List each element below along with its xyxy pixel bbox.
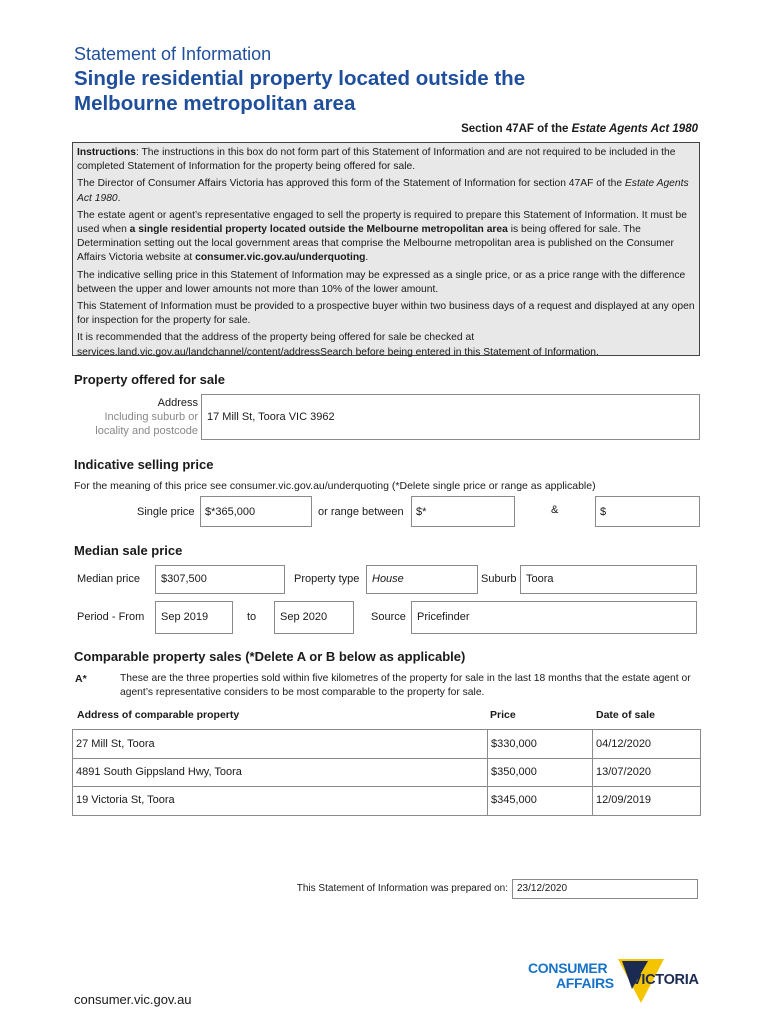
source-value: Pricefinder: [417, 611, 470, 623]
prepared-on-field[interactable]: [512, 879, 698, 899]
footer-url[interactable]: consumer.vic.gov.au: [74, 992, 192, 1007]
column-header-address: Address of comparable property: [77, 709, 240, 721]
period-to-field[interactable]: [274, 601, 354, 634]
source-field[interactable]: [411, 601, 697, 634]
column-header-date: Date of sale: [596, 709, 655, 721]
column-header-price: Price: [490, 709, 516, 721]
comparable-heading: Comparable property sales (*Delete A or B below as applicable): [74, 649, 466, 664]
row-date[interactable]: 12/09/2019: [596, 794, 652, 806]
range-high-field[interactable]: [595, 496, 700, 527]
instructions-paragraph-1: Instructions: The instructions in this box do not form part of this Statement of Information and are not required to be included in the completed Statement of Information for the property being offered for sale.: [77, 147, 676, 173]
single-price-value: $*365,000: [205, 506, 256, 518]
range-low-field[interactable]: [411, 496, 515, 527]
instructions-paragraph-2: The Director of Consumer Affairs Victoria has approved this form of the Statement of Information for section 47AF of the Estate Agents Act 1980.: [77, 178, 689, 204]
period-from-label: Period - From: [77, 611, 145, 623]
comparable-description: These are the three properties sold within five kilometres of the property for sale in the last 18 months that the estate agent or agent’s representative considers to be most comparable to the property for sale.: [120, 673, 691, 698]
section-prefix: Section 47AF of the: [461, 123, 572, 135]
row-price[interactable]: $345,000: [491, 794, 537, 806]
option-a-marker: A*: [75, 673, 87, 685]
prepared-on-value: 23/12/2020: [517, 883, 568, 894]
median-heading: Median sale price: [74, 543, 183, 558]
property-type-value: House: [372, 573, 404, 585]
suburb-value: Toora: [526, 573, 554, 585]
instructions-paragraph-3: The estate agent or agent’s representative engaged to sell the property is required to prepare this Statement of Information. It must be used when a single residential property located outside the Melbourne metropolitan area is being offered for sale. The Determination setting out the local government areas that comprise the Melbourne metropolitan area is published on the Consumer Affairs Victoria website at consumer.vic.gov.au/underquoting.: [77, 209, 687, 264]
section-act: Estate Agents Act 1980: [571, 123, 698, 135]
row-price[interactable]: $330,000: [491, 738, 537, 750]
instructions-box: [72, 142, 700, 356]
instructions-paragraph-6: It is recommended that the address of the property being offered for sale be checked at services.land.vic.gov.au/landchannel/content/addressSearch before being entered in this Statement of Information.: [77, 332, 599, 358]
consumer-affairs-victoria-logo: [526, 956, 702, 1006]
title-line-1: Single residential property located outside the: [74, 67, 526, 90]
instructions-paragraph-5: This Statement of Information must be provided to a prospective buyer within two business days of a request and displayed at any open for inspection for the property for sale.: [77, 301, 695, 327]
property-heading: Property offered for sale: [74, 372, 225, 387]
period-to-value: Sep 2020: [280, 611, 328, 623]
table-row: [73, 787, 700, 815]
instructions-paragraph-4: The indicative selling price in this Statement of Information may be expressed as a single price, or as a price range with the difference between the upper and lower amounts not more than 10% of the lower amount.: [77, 269, 686, 295]
period-from-value: Sep 2019: [161, 611, 209, 623]
single-price-field[interactable]: [200, 496, 312, 527]
indicative-heading: Indicative selling price: [74, 457, 214, 472]
row-price[interactable]: $350,000: [491, 766, 537, 778]
document-subtitle: Statement of Information: [74, 44, 272, 64]
logo-text-victoria: VICTORIA: [632, 972, 699, 988]
title-line-2: Melbourne metropolitan area: [74, 92, 356, 115]
suburb-field[interactable]: [520, 565, 697, 594]
period-from-field[interactable]: [155, 601, 233, 634]
period-to-label: to: [247, 611, 257, 623]
row-address[interactable]: 27 Mill St, Toora: [76, 738, 155, 750]
document-title: [74, 66, 525, 116]
comparable-table: [72, 729, 701, 816]
logo-text-consumer: CONSUMER: [528, 960, 608, 976]
range-between-label: or range between: [318, 506, 404, 518]
median-price-label: Median price: [77, 573, 140, 585]
row-address[interactable]: 19 Victoria St, Toora: [76, 794, 175, 806]
single-price-label: Single price: [137, 506, 195, 518]
range-low-value: $*: [416, 506, 427, 518]
property-type-label: Property type: [294, 573, 360, 585]
prepared-on-label: This Statement of Information was prepared on:: [296, 883, 508, 894]
range-high-value: $: [600, 506, 607, 518]
address-field[interactable]: [201, 394, 700, 440]
row-address[interactable]: 4891 South Gippsland Hwy, Toora: [76, 766, 242, 778]
address-label: Address Including suburb or locality and postcode: [95, 397, 198, 437]
row-date[interactable]: 13/07/2020: [596, 766, 652, 778]
logo-text-affairs: AFFAIRS: [556, 975, 614, 991]
indicative-note: For the meaning of this price see consumer.vic.gov.au/underquoting (*Delete single price or range as applicable): [74, 480, 596, 492]
section-reference: [461, 123, 698, 135]
row-date[interactable]: 04/12/2020: [596, 738, 652, 750]
table-row: [73, 730, 700, 759]
median-price-field[interactable]: [155, 565, 285, 594]
suburb-label: Suburb: [481, 573, 517, 585]
property-type-field[interactable]: [366, 565, 478, 594]
table-row: [73, 759, 700, 787]
median-price-value: $307,500: [161, 573, 207, 585]
address-value: 17 Mill St, Toora VIC 3962: [207, 411, 335, 423]
source-label: Source: [371, 611, 406, 623]
range-ampersand: &: [551, 504, 559, 516]
